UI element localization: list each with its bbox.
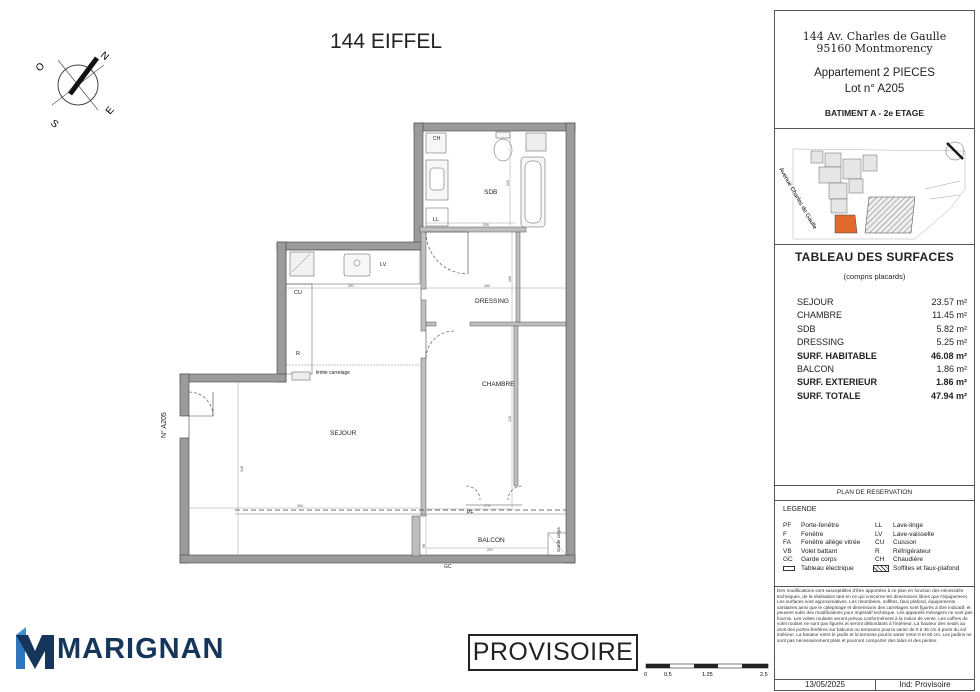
surface-label: SEJOUR xyxy=(797,297,834,307)
address-line1: 144 Av. Charles de Gaulle xyxy=(802,30,947,43)
apartment-type: Appartement 2 PIECES xyxy=(814,67,935,79)
legend-text: Fenêtre allège vitrée xyxy=(801,539,861,547)
index: Ind: Provisoire xyxy=(899,680,951,689)
surface-label: SDB xyxy=(797,323,816,334)
surface-label: DRESSING xyxy=(797,337,845,348)
room-dressing: DRESSING xyxy=(475,298,509,305)
tiling-limit: limite carrelage xyxy=(316,370,350,376)
electrical-panel-icon xyxy=(783,566,795,571)
fixture-ll: LL xyxy=(433,217,440,223)
legend-code: LL xyxy=(875,522,883,529)
legend-code: FA xyxy=(783,539,791,547)
surface-value: 11.45 m² xyxy=(932,310,967,321)
room-chambre: CHAMBRE xyxy=(482,381,515,388)
surface-row xyxy=(797,324,967,334)
dim-330: 330 xyxy=(483,223,489,227)
address xyxy=(775,31,974,55)
dim-221: 221 xyxy=(487,548,493,552)
compass-e: E xyxy=(103,104,117,117)
interior-walls xyxy=(420,227,566,516)
brand-name: MARIGNAN xyxy=(57,633,225,665)
scale-tick-3: 2.5 xyxy=(760,672,768,678)
surface-label: BALCON xyxy=(797,364,835,374)
surface-label: SURF. TOTALE xyxy=(797,390,861,401)
dim-410: 410 xyxy=(508,416,512,422)
lot-marker: N° A205 xyxy=(161,412,168,438)
legend-text: Soffites et faux-plafond xyxy=(893,565,960,572)
legend-code: PF xyxy=(783,522,792,529)
project-title: 144 EIFFEL xyxy=(330,30,443,53)
surface-value: 5.82 m² xyxy=(936,323,967,334)
dim-348: 348 xyxy=(240,466,244,472)
surface-row xyxy=(797,297,967,307)
dim-220: 220 xyxy=(506,180,510,186)
soffit-hatch-icon xyxy=(873,565,889,572)
surface-row xyxy=(797,337,967,347)
surface-value: 46.08 m² xyxy=(930,350,967,361)
legend-text: Tableau électrique xyxy=(801,565,854,572)
legend-text: Chaudière xyxy=(893,556,923,564)
status-stamp: PROVISOIRE xyxy=(468,634,638,671)
surface-label: SURF. HABITABLE xyxy=(797,350,877,361)
dim-169: 169 xyxy=(508,276,512,282)
room-sejour: SEJOUR xyxy=(330,430,357,437)
legend-text: Lave-vaisselle xyxy=(893,530,935,538)
legend-code: GC xyxy=(783,556,793,564)
scale-tick-1: 0.5 xyxy=(664,672,672,678)
surface-row xyxy=(797,364,967,374)
legend-code: VB xyxy=(783,547,792,555)
legend-code: LV xyxy=(875,530,883,538)
site-plan xyxy=(775,129,974,244)
legend-text: Porte-fenêtre xyxy=(801,522,839,529)
fixture-gc: GC xyxy=(444,564,452,570)
fixture-cu: CU xyxy=(294,290,302,296)
room-sdb: SDB xyxy=(484,189,498,196)
legend-code: CH xyxy=(875,556,885,564)
compass-rose xyxy=(30,42,130,132)
surface-value: 23.57 m² xyxy=(931,297,967,307)
legend-text: Lave-linge xyxy=(893,522,923,529)
legend-text: Garde corps xyxy=(801,556,837,564)
surface-row xyxy=(797,351,967,361)
dim-280: 280 xyxy=(484,284,490,288)
legend-code: CU xyxy=(875,539,885,547)
fixture-r: R xyxy=(296,351,300,357)
apartment-building: BATIMENT A - 2e ETAGE xyxy=(824,108,925,118)
gc-side-label: Garde corps xyxy=(556,527,561,552)
fixture-lv: LV xyxy=(380,262,387,268)
legend-text: Volet battant xyxy=(801,547,838,555)
legend-code: R xyxy=(875,547,880,555)
dim-291: 291 xyxy=(348,284,354,288)
compass-s: S xyxy=(48,117,61,131)
fixture-pf: PF xyxy=(467,510,474,516)
surface-value: 1.86 m² xyxy=(935,377,967,388)
surface-row xyxy=(797,310,967,320)
dim-394: 394 xyxy=(297,504,303,508)
surfaces-heading: TABLEAU DES SURFACES xyxy=(794,250,955,264)
compass-o: O xyxy=(33,60,48,74)
legend-text: Réfrigérateur xyxy=(893,547,931,555)
legend-heading: LEGENDE xyxy=(783,506,817,513)
surface-row xyxy=(797,391,967,401)
disclaimer-notes: Des modifications sont susceptibles d'être apportées à ce plan en fonction des nécessités techniques, de la réalisation tant en ce qui concerne les dimensions libres que l'équipement. Les surfaces sont approximatives. Les retombées, soffites, faux plafond, équipements sanitaires ainsi que le calepinage et dimensions des carrelages sont figurés à titre indicatif, et peuvent subir des modifications pour impératif technique. Les appareils ménagers ne sont pas fournis. Les volets roulants seront prévus conformément à la notice de vente. Les coffres de volet roulant ne sont pas figurés et seront débordants à l'intérieur. La hauteur des seuils au droit des portes-fenêtres sur balcons ou terrasses pourra varier de 5 à 35 cm à partir du sol intérieur. La hauteur entre le jardin et la terrasse pourra varier entre 0 et 60 cm. Les jardins ne sont pas nécessairement plats et pourront comporter des talus et des pentes. xyxy=(777,588,973,643)
scale-bar xyxy=(644,660,774,682)
scale-tick-2: 1.25 xyxy=(702,672,713,678)
surface-label: SURF. EXTERIEUR xyxy=(797,377,878,388)
plan-title: PLAN DE RESERVATION xyxy=(836,489,913,496)
compass-n: N xyxy=(98,49,111,63)
room-balcon: BALCON xyxy=(478,537,505,544)
info-panel xyxy=(774,10,975,691)
date: 13/05/2025 xyxy=(775,679,876,691)
site-street: Avenue Charles de Gaulle xyxy=(777,167,818,231)
address-line2: 95160 Montmorency xyxy=(816,42,933,55)
legend-text: Fenêtre xyxy=(801,530,824,538)
surface-row xyxy=(797,377,967,387)
fixture-ch: CH xyxy=(433,136,441,142)
floor-plan xyxy=(150,115,580,580)
surface-value: 47.94 m² xyxy=(930,390,967,401)
apartment-lot: Lot n° A205 xyxy=(844,83,905,95)
dim-279: 279 xyxy=(484,504,490,508)
legend-text: Cuisson xyxy=(893,539,917,547)
surface-value: 1.86 m² xyxy=(936,364,967,374)
surfaces-subheading: (compris placards) xyxy=(843,272,906,281)
marignan-logo-icon xyxy=(14,625,56,671)
legend-code: F xyxy=(783,530,787,538)
dim-96: 96 xyxy=(422,544,426,548)
surface-label: CHAMBRE xyxy=(797,310,843,321)
scale-tick-0: 0 xyxy=(644,672,648,678)
surface-value: 5.25 m² xyxy=(936,337,967,348)
